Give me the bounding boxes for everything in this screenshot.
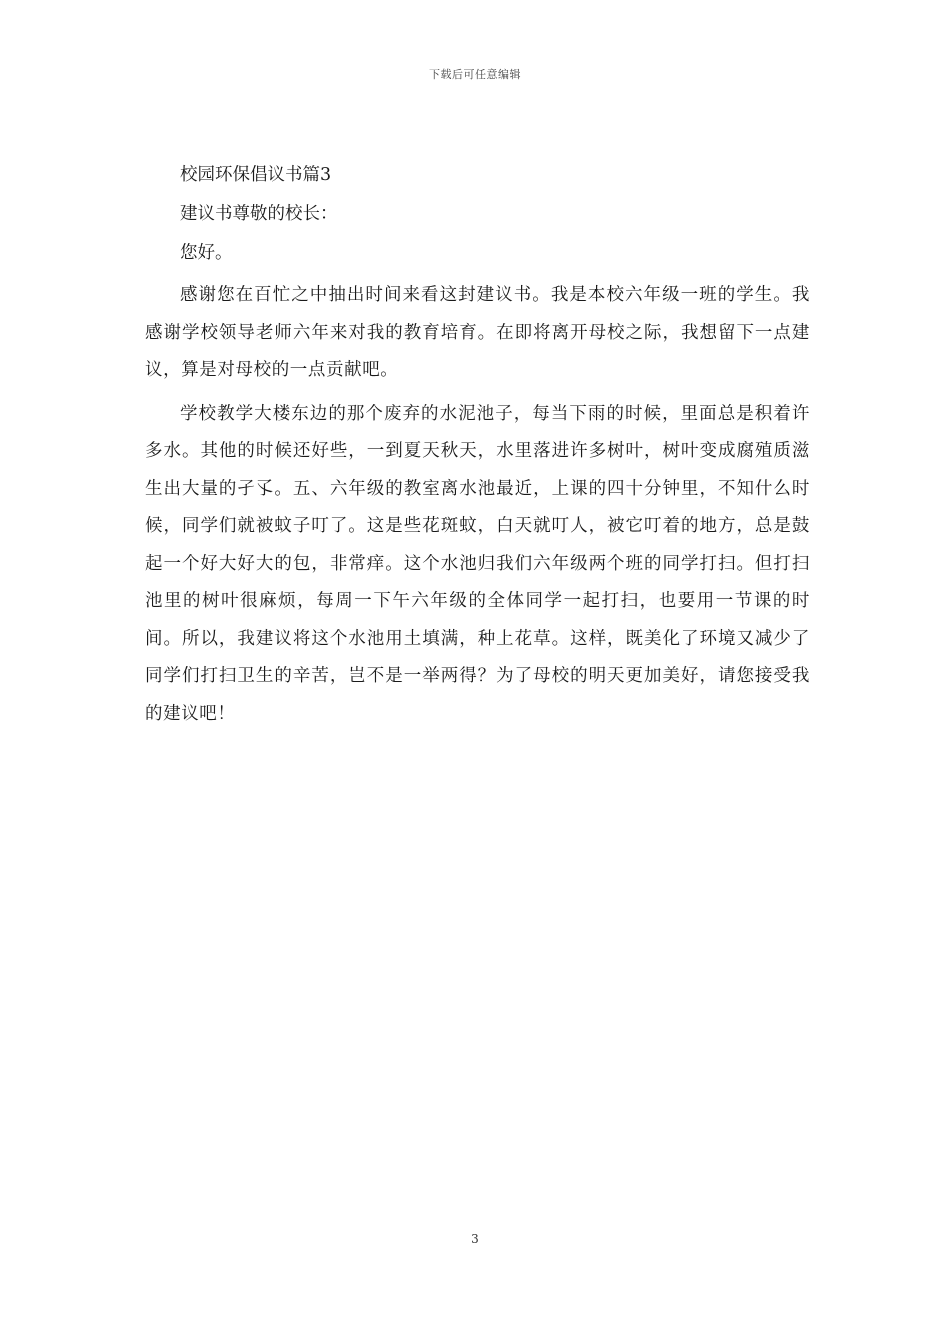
greeting: 您好。: [180, 243, 233, 263]
paragraph-1: 感谢您在百忙之中抽出时间来看这封建议书。我是本校六年级一班的学生。我感谢学校领导老师六年来对我的教育培育。在即将离开母校之际，我想留下一点建议，算是对母校的一点贡献吧。: [145, 285, 810, 380]
page-number: 3: [471, 1232, 479, 1246]
header-note: 下载后可任意编辑: [429, 68, 521, 81]
paragraph-2: 学校教学大楼东边的那个废弃的水泥池子，每当下雨的时候，里面总是积着许多水。其他的时候还好些，一到夏天秋天，水里落进许多树叶，树叶变成腐殖质滋生出大量的孑孓。五、六年级的教室离水池最近，上课的四十分钟里，不知什么时候，同学们就被蚊子叮了。这是些花斑蚊，白天就叮人，被它叮着的地方，总是鼓起一个好大好大的包，非常痒。这个水池归我们六年级两个班的同学打扫。但打扫池里的树叶很麻烦，每周一下午六年级的全体同学一起打扫，也要用一节课的时间。所以，我建议将这个水池用土填满，种上花草。这样，既美化了环境又减少了同学们打扫卫生的辛苦，岂不是一举两得？为了母校的明天更加美好，请您接受我的建议吧！: [145, 403, 810, 724]
document-title: 校园环保倡议书篇3: [180, 165, 332, 185]
document-body: [145, 160, 810, 739]
salutation: 建议书尊敬的校长：: [180, 204, 338, 224]
